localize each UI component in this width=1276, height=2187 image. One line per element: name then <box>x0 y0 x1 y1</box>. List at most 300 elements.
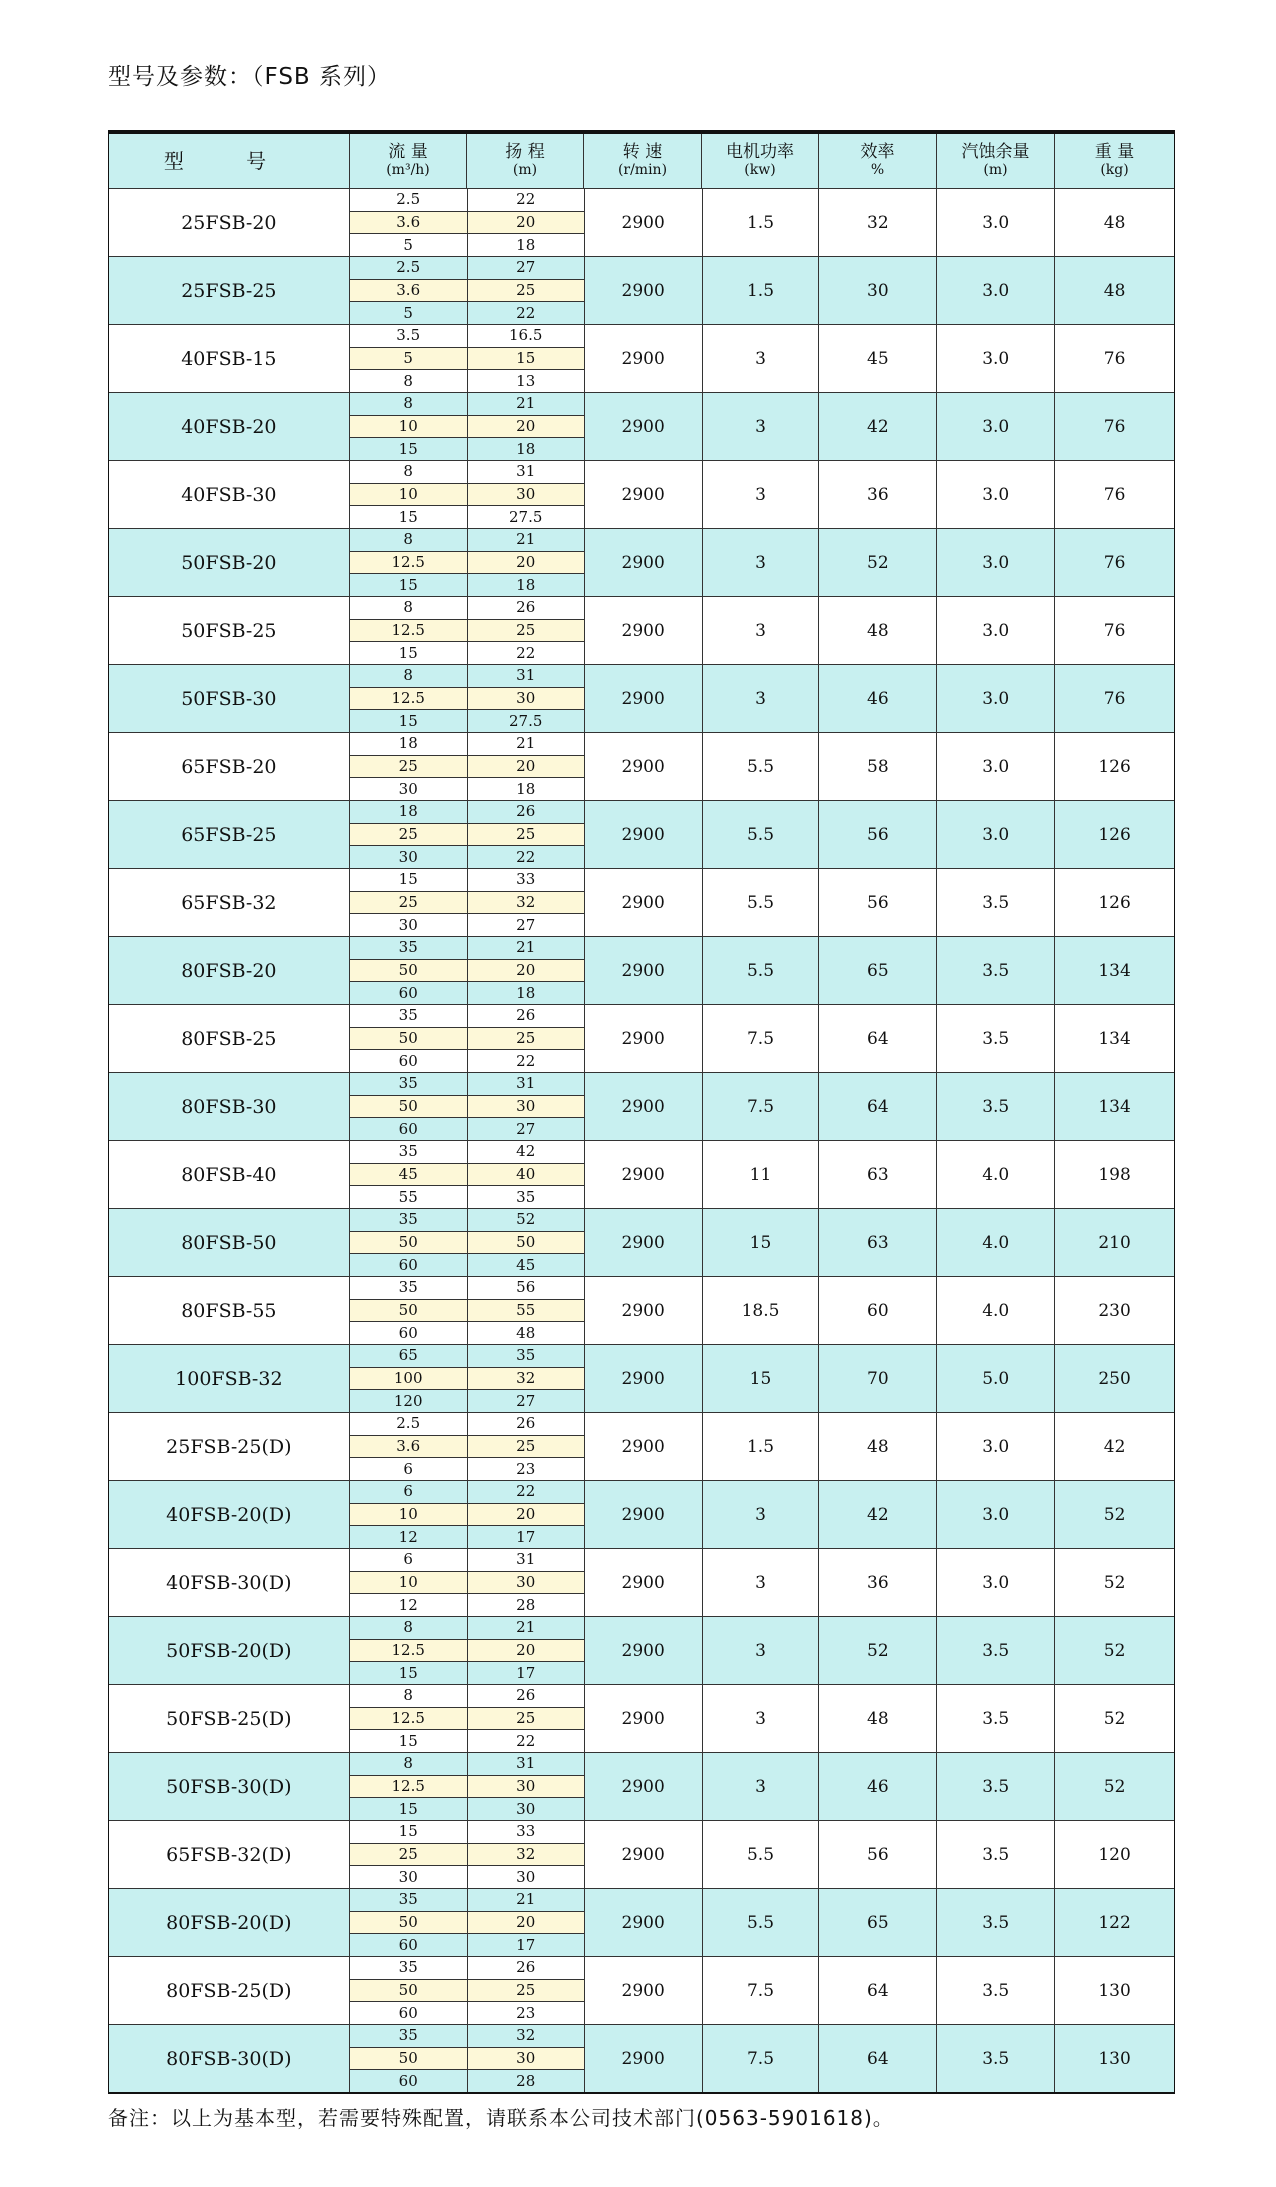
flow-value: 65 <box>398 1346 418 1365</box>
flow-head-points <box>349 801 584 868</box>
head-value: 55 <box>467 1300 584 1322</box>
head-value: 31 <box>467 461 584 483</box>
operating-point <box>350 437 584 460</box>
weight-cell: 42 <box>1054 1413 1174 1480</box>
head-value: 32 <box>467 1844 584 1866</box>
efficiency-cell: 56 <box>818 1821 936 1888</box>
npsh-cell: 3.5 <box>936 1617 1054 1684</box>
flow-value: 10 <box>398 417 418 435</box>
operating-point <box>350 189 584 211</box>
flow-value: 30 <box>398 847 418 866</box>
head-value: 28 <box>467 1594 584 1616</box>
power-cell: 18.5 <box>702 1277 819 1344</box>
npsh-cell: 5.0 <box>936 1345 1054 1412</box>
head-value: 35 <box>467 1345 584 1367</box>
header-flow-unit: (m³/h) <box>386 162 430 178</box>
flow-head-points <box>349 393 584 460</box>
efficiency-cell: 64 <box>818 1957 936 2024</box>
flow-value: 55 <box>398 1187 418 1206</box>
flow-head-points <box>349 1889 584 1956</box>
flow-value: 10 <box>398 485 418 503</box>
flow-head-points <box>349 325 584 392</box>
table-row <box>109 1820 1174 1888</box>
npsh-cell: 3.5 <box>936 1753 1054 1820</box>
head-value: 50 <box>467 1232 584 1254</box>
operating-point <box>350 733 584 755</box>
operating-point <box>350 937 584 959</box>
flow-value: 12.5 <box>391 689 425 707</box>
head-value: 20 <box>467 960 584 982</box>
head-value: 13 <box>467 370 584 392</box>
flow-value: 15 <box>398 870 418 889</box>
flow-value: 8 <box>403 1618 413 1637</box>
weight-cell: 48 <box>1054 189 1174 256</box>
flow-value: 15 <box>398 1731 418 1750</box>
speed-cell: 2900 <box>584 1073 702 1140</box>
weight-cell: 134 <box>1054 1005 1174 1072</box>
flow-value: 60 <box>398 1935 418 1954</box>
operating-point <box>350 845 584 868</box>
header-npsh-label: 汽蚀余量 <box>961 142 1030 162</box>
speed-cell: 2900 <box>584 733 702 800</box>
head-value: 18 <box>467 438 584 460</box>
head-value: 23 <box>467 1458 584 1480</box>
flow-value: 8 <box>403 530 413 549</box>
table-row <box>109 460 1174 528</box>
operating-point <box>350 687 584 710</box>
flow-head-points <box>349 665 584 732</box>
header-model: 型 号 <box>163 149 295 173</box>
head-value: 25 <box>467 620 584 642</box>
npsh-cell: 3.0 <box>936 529 1054 596</box>
header-power-unit: (kw) <box>744 162 776 178</box>
speed-cell: 2900 <box>584 325 702 392</box>
head-value: 26 <box>467 597 584 619</box>
operating-point <box>350 1661 584 1684</box>
model-cell: 80FSB-55 <box>181 1299 277 1322</box>
operating-point <box>350 777 584 800</box>
flow-value: 2.5 <box>396 258 421 277</box>
power-cell: 3 <box>702 325 819 392</box>
operating-point <box>350 619 584 642</box>
head-value: 23 <box>467 2002 584 2024</box>
operating-point <box>350 1413 584 1435</box>
flow-head-points <box>349 1617 584 1684</box>
flow-head-points <box>349 1549 584 1616</box>
operating-point <box>350 461 584 483</box>
flow-value: 100 <box>393 1369 423 1387</box>
flow-value: 15 <box>398 711 418 730</box>
head-value: 28 <box>467 2070 584 2092</box>
npsh-cell: 3.5 <box>936 1073 1054 1140</box>
operating-point <box>350 2001 584 2024</box>
head-value: 17 <box>467 1934 584 1956</box>
power-cell: 15 <box>702 1209 819 1276</box>
header-eff-unit: % <box>870 162 885 178</box>
operating-point <box>350 1185 584 1208</box>
flow-value: 35 <box>398 1278 418 1297</box>
operating-point <box>350 483 584 506</box>
power-cell: 11 <box>702 1141 819 1208</box>
table-row <box>109 324 1174 392</box>
head-value: 25 <box>467 280 584 302</box>
header-npsh <box>936 134 1054 188</box>
operating-point <box>350 1321 584 1344</box>
npsh-cell: 3.0 <box>936 733 1054 800</box>
npsh-cell: 3.0 <box>936 189 1054 256</box>
speed-cell: 2900 <box>584 257 702 324</box>
weight-cell: 76 <box>1054 393 1174 460</box>
power-cell: 3 <box>702 393 819 460</box>
weight-cell: 130 <box>1054 1957 1174 2024</box>
head-value: 26 <box>467 1685 584 1707</box>
power-cell: 3 <box>702 1753 819 1820</box>
table-row <box>109 528 1174 596</box>
flow-value: 6 <box>403 1482 413 1501</box>
efficiency-cell: 56 <box>818 801 936 868</box>
power-cell: 5.5 <box>702 733 819 800</box>
table-row <box>109 1208 1174 1276</box>
operating-point <box>350 913 584 936</box>
speed-cell: 2900 <box>584 1005 702 1072</box>
head-value: 15 <box>467 348 584 370</box>
power-cell: 5.5 <box>702 869 819 936</box>
operating-point <box>350 1979 584 2002</box>
head-value: 21 <box>467 1889 584 1911</box>
flow-value: 60 <box>398 2003 418 2022</box>
flow-value: 15 <box>398 1663 418 1682</box>
weight-cell: 126 <box>1054 733 1174 800</box>
head-value: 25 <box>467 824 584 846</box>
head-value: 21 <box>467 1617 584 1639</box>
header-speed-label: 转 速 <box>622 142 663 162</box>
efficiency-cell: 64 <box>818 1073 936 1140</box>
flow-value: 5 <box>403 303 413 322</box>
table-row <box>109 732 1174 800</box>
efficiency-cell: 65 <box>818 1889 936 1956</box>
operating-point <box>350 1209 584 1231</box>
model-cell: 25FSB-25 <box>181 279 277 302</box>
efficiency-cell: 42 <box>818 393 936 460</box>
head-value: 32 <box>467 892 584 914</box>
npsh-cell: 3.0 <box>936 393 1054 460</box>
head-value: 40 <box>467 1164 584 1186</box>
head-value: 48 <box>467 1322 584 1344</box>
operating-point <box>350 1027 584 1050</box>
flow-value: 8 <box>403 666 413 685</box>
flow-value: 12 <box>398 1595 418 1614</box>
flow-value: 8 <box>403 462 413 481</box>
weight-cell: 126 <box>1054 801 1174 868</box>
flow-value: 60 <box>398 1051 418 1070</box>
flow-value: 25 <box>398 893 418 911</box>
operating-point <box>350 1525 584 1548</box>
efficiency-cell: 42 <box>818 1481 936 1548</box>
operating-point <box>350 1707 584 1730</box>
model-cell: 25FSB-20 <box>181 211 277 234</box>
flow-value: 12.5 <box>391 1641 425 1659</box>
header-eff <box>818 134 936 188</box>
power-cell: 3 <box>702 1481 819 1548</box>
flow-value: 3.5 <box>396 326 421 345</box>
header-power-label: 电机功率 <box>726 142 794 162</box>
operating-point <box>350 415 584 438</box>
operating-point <box>350 801 584 823</box>
table-row <box>109 1140 1174 1208</box>
power-cell: 3 <box>702 529 819 596</box>
flow-head-points <box>349 1345 584 1412</box>
speed-cell: 2900 <box>584 1413 702 1480</box>
flow-value: 15 <box>398 575 418 594</box>
head-value: 20 <box>467 416 584 438</box>
npsh-cell: 4.0 <box>936 1141 1054 1208</box>
speed-cell: 2900 <box>584 1753 702 1820</box>
head-value: 27 <box>467 1390 584 1412</box>
flow-value: 3.6 <box>396 213 421 231</box>
head-value: 22 <box>467 642 584 664</box>
header-eff-label: 效率 <box>860 142 895 162</box>
flow-head-points <box>349 597 584 664</box>
power-cell: 5.5 <box>702 937 819 1004</box>
flow-head-points <box>349 1277 584 1344</box>
flow-value: 35 <box>398 1958 418 1977</box>
npsh-cell: 3.5 <box>936 869 1054 936</box>
operating-point <box>350 347 584 370</box>
speed-cell: 2900 <box>584 1481 702 1548</box>
speed-cell: 2900 <box>584 869 702 936</box>
flow-value: 6 <box>403 1459 413 1478</box>
model-cell: 50FSB-25 <box>181 619 277 642</box>
flow-head-points <box>349 189 584 256</box>
efficiency-cell: 52 <box>818 1617 936 1684</box>
flow-value: 25 <box>398 825 418 843</box>
flow-value: 35 <box>398 1074 418 1093</box>
weight-cell: 52 <box>1054 1481 1174 1548</box>
npsh-cell: 3.0 <box>936 597 1054 664</box>
flow-value: 35 <box>398 1006 418 1025</box>
power-cell: 1.5 <box>702 1413 819 1480</box>
model-cell: 40FSB-20(D) <box>166 1503 292 1526</box>
npsh-cell: 3.0 <box>936 1481 1054 1548</box>
speed-cell: 2900 <box>584 1277 702 1344</box>
model-cell: 80FSB-20(D) <box>166 1911 292 1934</box>
speed-cell: 2900 <box>584 529 702 596</box>
operating-point <box>350 1253 584 1276</box>
table-row <box>109 1276 1174 1344</box>
operating-point <box>350 1457 584 1480</box>
header-weight-label: 重 量 <box>1094 142 1135 162</box>
header-head <box>466 134 583 188</box>
head-value: 20 <box>467 756 584 778</box>
head-value: 25 <box>467 1980 584 2002</box>
operating-point <box>350 1797 584 1820</box>
table-header <box>109 134 1174 188</box>
operating-point <box>350 369 584 392</box>
weight-cell: 120 <box>1054 1821 1174 1888</box>
npsh-cell: 3.0 <box>936 1549 1054 1616</box>
operating-point <box>350 325 584 347</box>
table-row <box>109 2024 1174 2092</box>
model-cell: 80FSB-25 <box>181 1027 277 1050</box>
speed-cell: 2900 <box>584 937 702 1004</box>
flow-head-points <box>349 1073 584 1140</box>
operating-point <box>350 529 584 551</box>
flow-head-points <box>349 1141 584 1208</box>
weight-cell: 76 <box>1054 325 1174 392</box>
spec-table <box>108 130 1175 2094</box>
head-value: 35 <box>467 1186 584 1208</box>
operating-point <box>350 1821 584 1843</box>
efficiency-cell: 30 <box>818 257 936 324</box>
head-value: 20 <box>467 552 584 574</box>
weight-cell: 52 <box>1054 1549 1174 1616</box>
operating-point <box>350 1435 584 1458</box>
operating-point <box>350 1729 584 1752</box>
model-cell: 65FSB-25 <box>181 823 277 846</box>
npsh-cell: 4.0 <box>936 1277 1054 1344</box>
model-cell: 65FSB-20 <box>181 755 277 778</box>
table-row <box>109 1616 1174 1684</box>
flow-value: 2.5 <box>396 1414 421 1433</box>
head-value: 31 <box>467 665 584 687</box>
operating-point <box>350 1345 584 1367</box>
flow-value: 15 <box>398 439 418 458</box>
efficiency-cell: 48 <box>818 1413 936 1480</box>
head-value: 21 <box>467 529 584 551</box>
head-value: 33 <box>467 1821 584 1843</box>
head-value: 18 <box>467 234 584 256</box>
model-cell: 80FSB-20 <box>181 959 277 982</box>
flow-value: 6 <box>403 1550 413 1569</box>
operating-point <box>350 257 584 279</box>
head-value: 20 <box>467 1640 584 1662</box>
flow-value: 18 <box>398 802 418 821</box>
flow-value: 30 <box>398 1867 418 1886</box>
flow-value: 12.5 <box>391 621 425 639</box>
npsh-cell: 3.5 <box>936 2025 1054 2092</box>
efficiency-cell: 46 <box>818 1753 936 1820</box>
weight-cell: 130 <box>1054 2025 1174 2092</box>
speed-cell: 2900 <box>584 189 702 256</box>
speed-cell: 2900 <box>584 1617 702 1684</box>
table-row <box>109 392 1174 460</box>
flow-value: 30 <box>398 915 418 934</box>
weight-cell: 52 <box>1054 1617 1174 1684</box>
speed-cell: 2900 <box>584 393 702 460</box>
speed-cell: 2900 <box>584 1549 702 1616</box>
model-cell: 50FSB-30(D) <box>166 1775 292 1798</box>
npsh-cell: 3.5 <box>936 1821 1054 1888</box>
flow-value: 50 <box>398 1233 418 1251</box>
flow-value: 60 <box>398 2071 418 2090</box>
head-value: 20 <box>467 1504 584 1526</box>
power-cell: 3 <box>702 1617 819 1684</box>
head-value: 27.5 <box>467 710 584 732</box>
flow-head-points <box>349 937 584 1004</box>
head-value: 30 <box>467 484 584 506</box>
operating-point <box>350 1231 584 1254</box>
head-value: 22 <box>467 189 584 211</box>
power-cell: 7.5 <box>702 1005 819 1072</box>
flow-value: 15 <box>398 507 418 526</box>
speed-cell: 2900 <box>584 1345 702 1412</box>
head-value: 27 <box>467 257 584 279</box>
operating-point <box>350 279 584 302</box>
header-speed <box>583 134 701 188</box>
table-row <box>109 188 1174 256</box>
flow-value: 18 <box>398 734 418 753</box>
flow-value: 2.5 <box>396 190 421 209</box>
speed-cell: 2900 <box>584 1685 702 1752</box>
header-power <box>701 134 818 188</box>
flow-value: 60 <box>398 1119 418 1138</box>
efficiency-cell: 60 <box>818 1277 936 1344</box>
operating-point <box>350 1117 584 1140</box>
flow-value: 60 <box>398 1255 418 1274</box>
head-value: 21 <box>467 733 584 755</box>
operating-point <box>350 959 584 982</box>
weight-cell: 198 <box>1054 1141 1174 1208</box>
head-value: 26 <box>467 1413 584 1435</box>
operating-point <box>350 1481 584 1503</box>
head-value: 30 <box>467 1798 584 1820</box>
operating-point <box>350 1277 584 1299</box>
power-cell: 7.5 <box>702 2025 819 2092</box>
efficiency-cell: 63 <box>818 1209 936 1276</box>
head-value: 21 <box>467 393 584 415</box>
weight-cell: 48 <box>1054 257 1174 324</box>
npsh-cell: 3.0 <box>936 461 1054 528</box>
header-head-label: 扬 程 <box>505 142 545 162</box>
head-value: 30 <box>467 1776 584 1798</box>
table-row <box>109 1888 1174 1956</box>
flow-value: 5 <box>403 235 413 254</box>
head-value: 22 <box>467 1050 584 1072</box>
flow-head-points <box>349 1957 584 2024</box>
weight-cell: 122 <box>1054 1889 1174 1956</box>
flow-value: 50 <box>398 1913 418 1931</box>
operating-point <box>350 1163 584 1186</box>
operating-point <box>350 1957 584 1979</box>
table-row <box>109 1548 1174 1616</box>
power-cell: 1.5 <box>702 257 819 324</box>
operating-point <box>350 1503 584 1526</box>
flow-value: 15 <box>398 643 418 662</box>
head-value: 26 <box>467 1005 584 1027</box>
flow-head-points <box>349 2025 584 2092</box>
flow-value: 35 <box>398 1142 418 1161</box>
header-flow-label: 流 量 <box>388 142 428 162</box>
efficiency-cell: 45 <box>818 325 936 392</box>
flow-value: 8 <box>403 1686 413 1705</box>
flow-value: 50 <box>398 1097 418 1115</box>
model-cell: 80FSB-40 <box>181 1163 277 1186</box>
operating-point <box>350 1775 584 1798</box>
weight-cell: 230 <box>1054 1277 1174 1344</box>
footnote: 备注：以上为基本型，若需要特殊配置，请联系本公司技术部门(0563-5901618)。 <box>108 2106 894 2130</box>
operating-point <box>350 233 584 256</box>
npsh-cell: 3.0 <box>936 1413 1054 1480</box>
flow-value: 25 <box>398 1845 418 1863</box>
weight-cell: 52 <box>1054 1685 1174 1752</box>
power-cell: 3 <box>702 665 819 732</box>
table-row <box>109 1752 1174 1820</box>
npsh-cell: 3.5 <box>936 1685 1054 1752</box>
head-value: 30 <box>467 1572 584 1594</box>
weight-cell: 76 <box>1054 597 1174 664</box>
flow-value: 35 <box>398 2026 418 2045</box>
flow-value: 35 <box>398 1210 418 1229</box>
